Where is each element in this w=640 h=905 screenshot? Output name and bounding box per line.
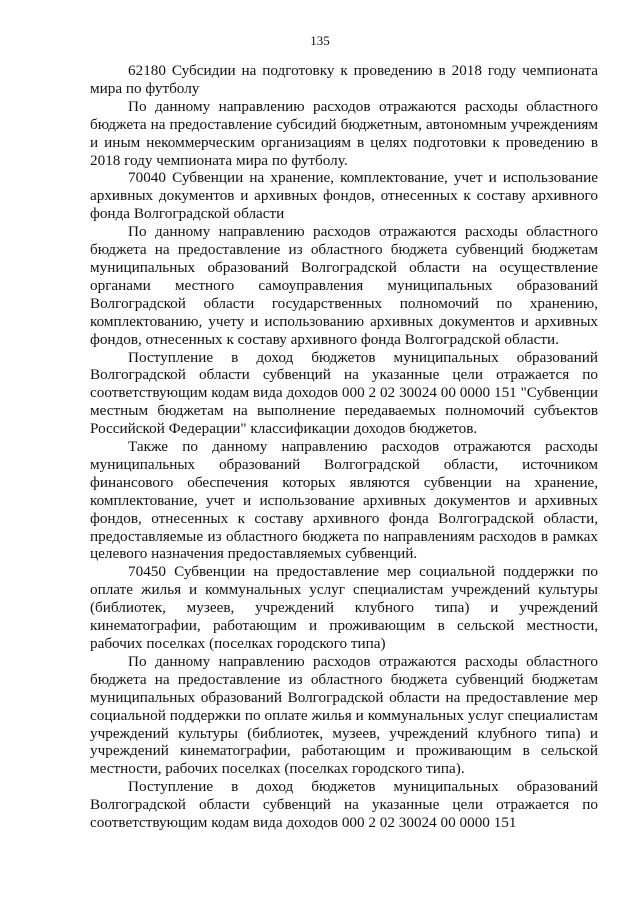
paragraph-70040-description: По данному направлению расходов отражаются расходы областного бюджета на предоставление из областного бюджета субвенций бюджетам муниципальных образований Волгоградской области на осуществление органами местного самоуправления муниципальных образований Волгоградской области государственных полномочий по хранению, комплектованию, учету и использованию архивных документов и архивных фондов, отнесенных к составу архивного фонда Волгоградской области.: [90, 223, 598, 348]
paragraph-70040-revenue: Поступление в доход бюджетов муниципальных образований Волгоградской области субвенций на указанные цели отражается по соответствующим кодам вида доходов 000 2 02 30024 00 0000 151 "Субвенции местным бюджетам на выполнение передаваемых полномочий субъектов Российской Федерации" классификации доходов бюджетов.: [90, 348, 598, 438]
paragraph-70450-heading: 70450 Субвенции на предоставление мер социальной поддержки по оплате жилья и коммунальных услуг специалистам учреждений культуры (библиотек, музеев, учреждений клубного типа) и учреждений кинематографии, работающим и проживающим в сельской местности, рабочих поселках (поселках городского типа): [90, 563, 598, 652]
paragraph-70450-revenue: Поступление в доход бюджетов муниципальных образований Волгоградской области субвенций на указанные цели отражается по соответствующим кодам вида доходов 000 2 02 30024 00 0000 151: [90, 778, 598, 832]
paragraph-62180-heading: 62180 Субсидии на подготовку к проведению в 2018 году чемпионата мира по футболу: [90, 62, 598, 97]
page-number: 135: [310, 33, 330, 48]
paragraph-70040-municipal-expenses: Также по данному направлению расходов отражаются расходы муниципальных образований Волгоградской области, источником финансового обеспечения которых являются субвенции на хранение, комплектование, учет и использование архивных документов и архивных фондов, отнесенных к составу архивного фонда Волгоградской области, предоставляемые из областного бюджета по направлениям расходов в рамках целевого назначения предоставляемых субвенций.: [90, 438, 598, 563]
paragraph-62180-description: По данному направлению расходов отражаются расходы областного бюджета на предоставление субсидий бюджетным, автономным учреждениям и иным некоммерческим организациям в целях подготовки к проведению в 2018 году чемпионата мира по футболу.: [90, 97, 598, 169]
paragraph-70450-description: По данному направлению расходов отражаются расходы областного бюджета на предоставление из областного бюджета субвенций бюджетам муниципальных образований Волгоградской области на предоставление мер социальной поддержки по оплате жилья и коммунальных услуг специалистам учреждений культуры (библиотек, музеев, учреждений клубного типа) и учреждений кинематографии, работающим и проживающим в сельской местности, рабочих поселках (поселках городского типа).: [90, 652, 598, 778]
document-body: [90, 62, 598, 832]
paragraph-70040-heading: 70040 Субвенции на хранение, комплектование, учет и использование архивных документов и архивных фондов, отнесенных к составу архивного фонда Волгоградской области: [90, 169, 598, 223]
